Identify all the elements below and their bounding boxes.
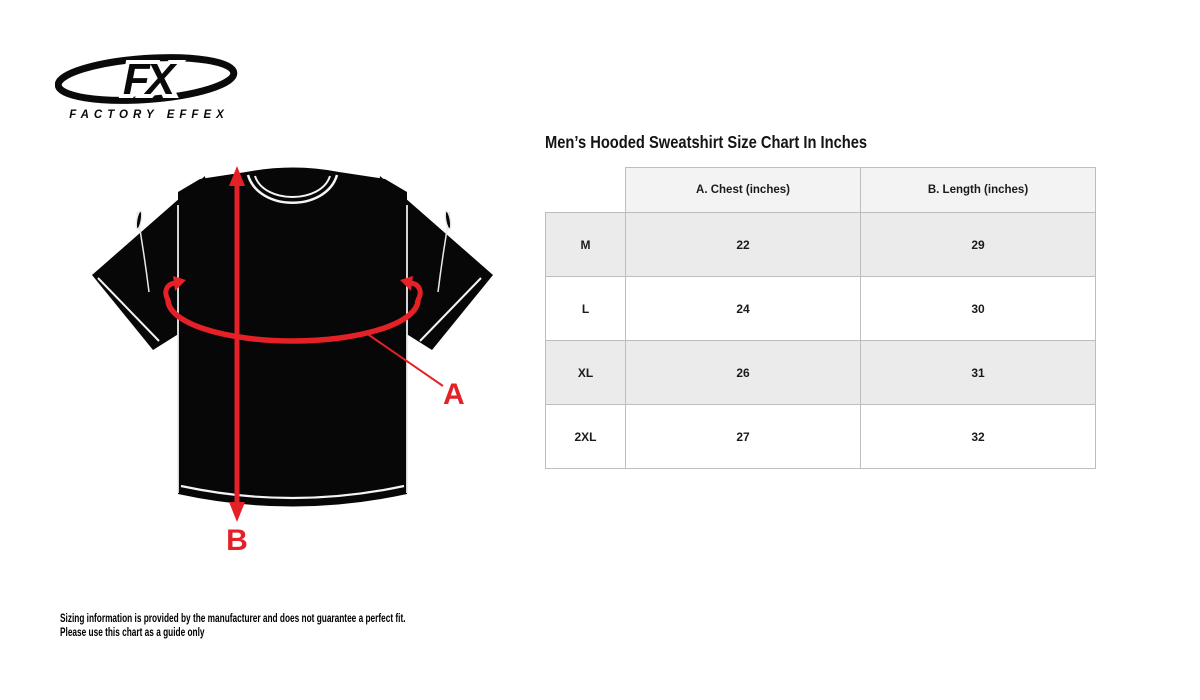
factory-effex-logo-graphic	[55, 52, 245, 122]
chest-cell: 27	[626, 405, 861, 469]
header-length: B. Length (inches)	[861, 168, 1096, 213]
header-blank-cell	[546, 168, 626, 213]
shirt-measurement-diagram	[55, 150, 525, 565]
page-title: Men’s Hooded Sweatshirt Size Chart In Inches	[545, 132, 868, 152]
logo-brand-text: FX	[122, 55, 172, 104]
table-row	[546, 213, 1096, 277]
left-seam-loop	[135, 211, 143, 230]
size-chart-table-container	[545, 167, 1096, 469]
size-cell: 2XL	[546, 405, 626, 469]
length-label: B	[226, 524, 248, 557]
table-row	[546, 277, 1096, 341]
chest-cell: 26	[626, 341, 861, 405]
size-cell: L	[546, 277, 626, 341]
brand-logo	[55, 52, 245, 122]
table-row	[546, 341, 1096, 405]
size-cell: M	[546, 213, 626, 277]
disclaimer-line-2: Please use this chart as a guide only	[60, 627, 205, 639]
length-cell: 31	[861, 341, 1096, 405]
length-cell: 29	[861, 213, 1096, 277]
disclaimer-line-1: Sizing information is provided by the manufacturer and does not guarantee a perfect fit.	[60, 613, 406, 625]
table-row	[546, 405, 1096, 469]
table-header-row	[546, 168, 1096, 213]
length-cell: 32	[861, 405, 1096, 469]
size-chart-table	[545, 167, 1096, 469]
chest-cell: 22	[626, 213, 861, 277]
right-seam-loop	[444, 211, 452, 230]
chest-label: A	[443, 378, 465, 411]
length-arrow-bottom-icon	[229, 502, 245, 522]
tshirt-graphic	[55, 150, 525, 565]
header-chest: A. Chest (inches)	[626, 168, 861, 213]
length-cell: 30	[861, 277, 1096, 341]
sizing-disclaimer	[60, 612, 406, 640]
chest-cell: 24	[626, 277, 861, 341]
logo-name-text: FACTORY EFFEX	[69, 109, 229, 121]
size-cell: XL	[546, 341, 626, 405]
